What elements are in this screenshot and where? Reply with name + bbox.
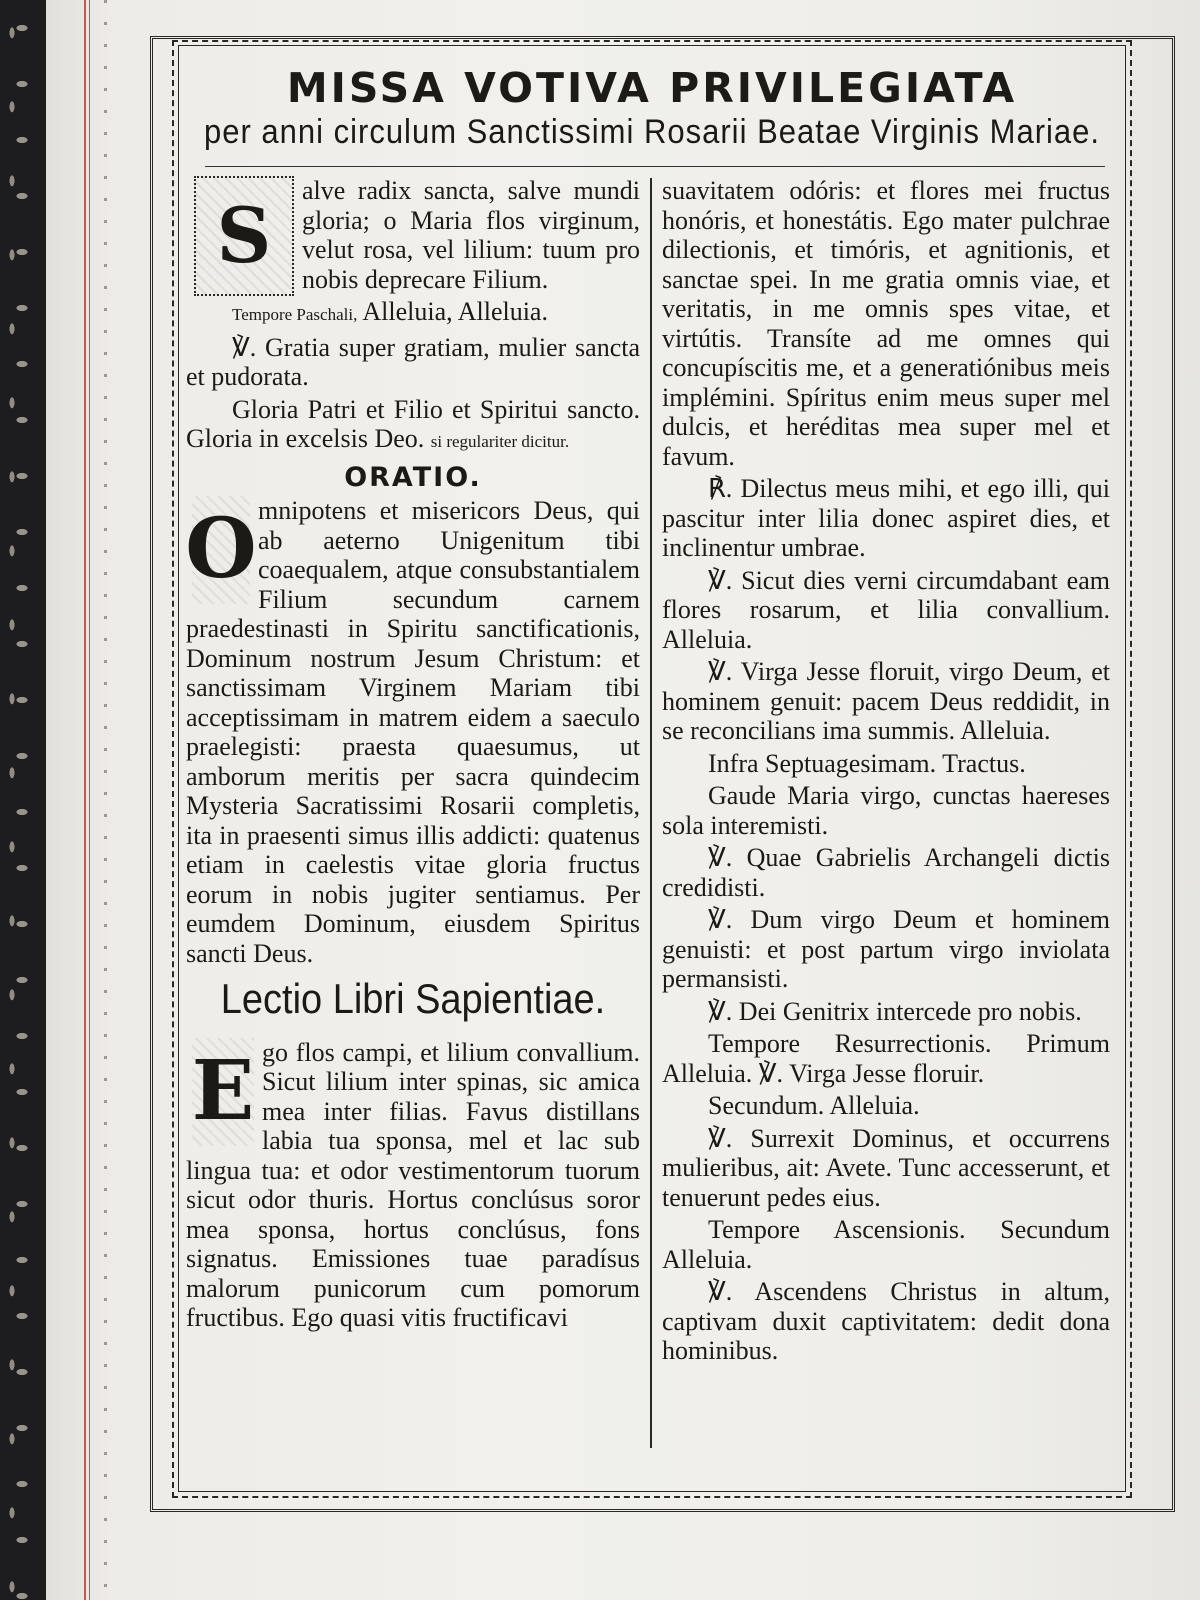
tractus-gaude: Gaude Maria virgo, cunctas haereses sola interemisti.	[662, 781, 1110, 840]
introit-paragraph	[186, 176, 640, 294]
oratio-text: mnipotens et misericors Deus, qui ab aeterno Unigenitum tibi coaequalem, atque consubstantialem Filium secundum carnem praedestinasti in Spiritu sanctificationis, Dominum nostrum Jesum Christum: et sanctissimam Virginem Mariam tibi acceptissimam in matrem eidem a saeculo praelegisti: praesta quaesumus, ut amborum meritis per sacra quindecim Mysteria Sacratissimi Rosarii completis, ita in praesenti simus illis addicti: quatenus etiam in caelestis vitae gloria fructus eorum in nobis jugiter sentiamus. Per eumdem Dominum, eiusdem Spiritus sancti Deus.	[186, 496, 640, 968]
gloria-paragraph	[186, 395, 640, 457]
left-column	[186, 176, 640, 1336]
header-rule	[205, 166, 1105, 167]
septuagesima-heading: Infra Septuagesimam. Tractus.	[708, 748, 1026, 778]
tempore-paschali-text: Alleluia, Alleluia.	[362, 297, 548, 326]
versicle-surrexit: ℣. Surrexit Dominus, et occurrens mulieribus, ait: Avete. Tunc accesserunt, et tenuerunt pedes eius.	[662, 1123, 1110, 1212]
oratio-paragraph	[186, 496, 640, 968]
tractus-dum-virgo: ℣. Dum virgo Deum et hominem genuisti: et post partum virgo inviolata permansisti.	[662, 905, 1110, 993]
lectio-text: go flos campi, et lilium convallium. Sicut lilium inter spinas, sic amica mea inter filias. Favus distillans labia tua sponsa, mel et lac sub lingua tua: et odor vestimentorum tuorum sicut odor thuris. Hortus conclúsus soror mea sponsa, hortus conclúsus, fons signatus. Emissiones tuae paradísus malorum punicorum cum pomorum fructibus. Ego quasi vitis fructificavi	[186, 1037, 640, 1332]
gloria-text: Gloria Patri et Filio et Spiritui sancto. Gloria in excelsis Deo.	[186, 394, 640, 453]
tempore-paschali-line	[186, 297, 640, 330]
right-column	[662, 176, 1110, 1369]
tractus-dei-genitrix: ℣. Dei Genitrix intercede pro nobis.	[708, 996, 1082, 1026]
page-title: MISSA VOTIVA PRIVILEGIATA	[286, 64, 1018, 112]
red-margin-rule	[84, 0, 90, 1600]
oratio-heading: ORATIO.	[344, 461, 482, 493]
gloria-note: si regulariter dicitur.	[430, 432, 570, 451]
tempore-resurrectionis: Tempore Resurrectionis. Primum Alleluia. ℣. Virga Jesse floruir.	[662, 1029, 1110, 1088]
introit-text: alve radix sancta, salve mundi gloria; o Maria flos virginum, velut rosa, vel lilium: tuum pro nobis deprecare Filium.	[302, 176, 640, 294]
tempore-paschali-label: Tempore Paschali,	[232, 305, 358, 324]
lectio-paragraph	[186, 1038, 640, 1333]
floral-border-ornament	[2, 0, 42, 1600]
tractus-gabrielis: ℣. Quae Gabrielis Archangeli dictis credidisti.	[662, 843, 1110, 902]
lectio-heading: Lectio Libri Sapientiae.	[220, 976, 606, 1024]
tempore-ascensionis: Tempore Ascensionis. Secundum Alleluia.	[662, 1215, 1110, 1274]
decorated-initial-e: E	[192, 1038, 254, 1146]
responsory-dilectus: ℟. Dilectus meus mihi, et ego illi, qui pascitur inter lilia donec aspiret dies, et inclinentur umbrae.	[662, 474, 1110, 562]
adjacent-page-ornament	[0, 0, 46, 1600]
dotted-margin-rule	[104, 0, 107, 1600]
lectio-continuation: suavitatem odóris: et flores mei fructus honóris, et honestátis. Ego mater pulchrae dilectionis, et timóris, et agnitionis, et sanctae spei. In me gratia omnis viae, et veritatis, in me omnis spes vitae, et virtútis. Transíte ad me omnes qui concupíscitis me, et a generatiónibus meis implémini. Spíritus enim meus super mel dulcis, et heréditas mea super mel et favum.	[662, 176, 1110, 471]
versicle-sicut-dies: ℣. Sicut dies verni circumdabant eam flores rosarum, et lilia convallium. Alleluia.	[662, 565, 1110, 654]
page-subtitle: per anni circulum Sanctissimi Rosarii Beatae Virginis Mariae.	[203, 112, 1101, 151]
versicle-ascendens: ℣. Ascendens Christus in altum, captivam duxit captivitatem: dedit dona hominibus.	[662, 1277, 1110, 1365]
secundum-alleluia: Secundum. Alleluia.	[708, 1091, 920, 1120]
versicle-virga-jesse: ℣. Virga Jesse floruit, virgo Deum, et hominem genuit: pacem Deus reddidit, in se reconcilians ima summis. Alleluia.	[662, 657, 1110, 745]
versicle-gratia: ℣. Gratia super gratiam, mulier sancta et pudorata.	[186, 332, 640, 391]
decorated-initial-s: S	[194, 176, 294, 296]
column-divider	[650, 178, 652, 1448]
decorated-initial-o: O	[192, 496, 250, 604]
